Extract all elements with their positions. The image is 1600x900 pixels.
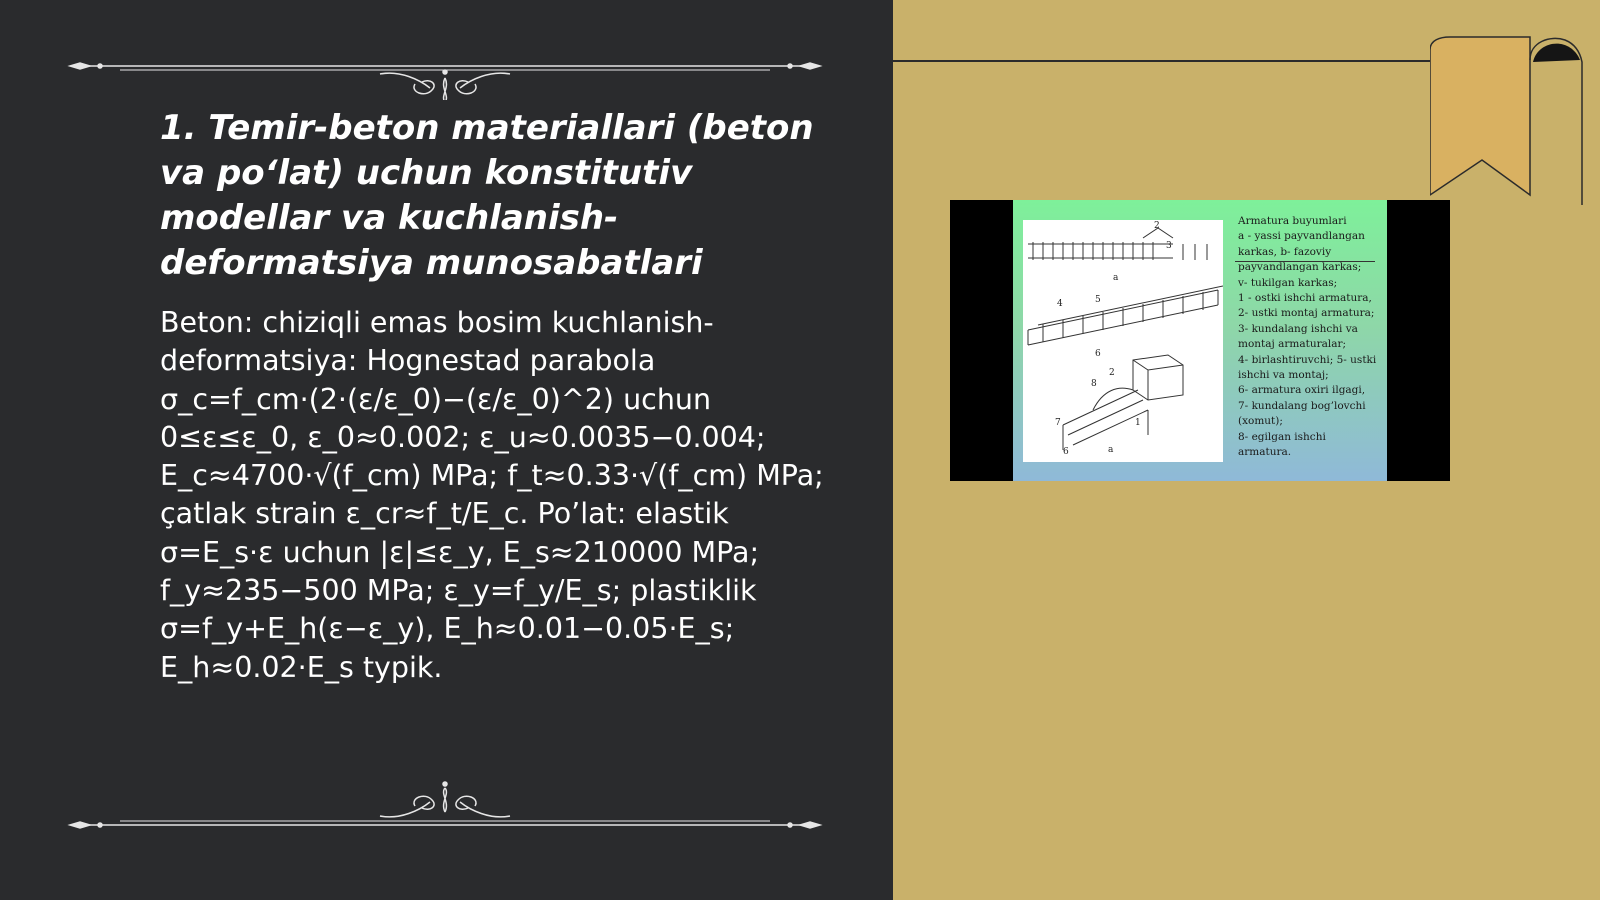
figure-label-5: 5 — [1095, 295, 1101, 305]
reinforcement-cage-drawing-icon — [1023, 220, 1223, 462]
figure-caption — [1238, 214, 1383, 461]
caption-line: ishchi va montaj; — [1238, 369, 1329, 382]
figure-label-a2: a — [1108, 445, 1114, 455]
caption-line: Armatura buyumlari — [1238, 215, 1347, 227]
caption-line: a - yassi payvandlangan — [1238, 230, 1365, 243]
caption-line: 6- armatura oxiri ilgagi, — [1238, 384, 1366, 397]
divider-line — [893, 60, 1438, 62]
caption-line: montaj armaturalar; — [1238, 338, 1347, 351]
caption-line: 1 - ostki ishchi armatura, — [1238, 292, 1372, 305]
figure-label-4: 4 — [1057, 299, 1063, 309]
figure-label-3: 3 — [1166, 241, 1172, 251]
bottom-ornament-icon — [60, 770, 830, 830]
figure-label-8: 8 — [1091, 379, 1097, 389]
caption-line: 3- kundalang ishchi va — [1238, 322, 1358, 335]
figure-label-2: 2 — [1154, 221, 1160, 231]
caption-line: payvandlangan karkas; — [1238, 261, 1362, 274]
figure-label-a: a — [1113, 273, 1119, 283]
caption-line: 4- birlashtiruvchi; 5- ustki — [1238, 353, 1377, 366]
caption-line: 7- kundalang bog’lovchi — [1238, 399, 1366, 412]
caption-line: 8- egilgan ishchi — [1238, 430, 1326, 443]
armatura-figure — [950, 200, 1450, 481]
figure-image — [1013, 200, 1387, 481]
figure-drawing-panel — [1023, 220, 1223, 462]
slide-body-text: Beton: chiziqli emas bosim kuchlanish-deformatsiya: Hognestad parabola σ_c=f_cm·(2·(ε/ε_0)−(ε/ε_0)^2) uchun 0≤ε≤ε_0, ε_0≈0.002; ε_u≈0.0035−0.004; E_c≈4700·√(f_cm) MPa; f_t≈0.33·√(f_cm) MPa; çatlak strain ε_cr≈f_t/E_c. Po’lat: elastik σ=E_s·ε uchun |ε|≤ε_y, E_s≈210000 MPa; f_y≈235−500 MPa; ε_y=f_y/E_s; plastiklik σ=f_y+E_h(ε−ε_y), E_h≈0.01−0.05·E_s; E_h≈0.02·E_s typik. — [160, 306, 824, 684]
caption-line: v- tukilgan karkas; — [1238, 276, 1338, 289]
caption-line: armatura. — [1238, 446, 1292, 459]
figure-label-2b: 2 — [1109, 368, 1115, 378]
figure-label-6: 6 — [1095, 349, 1101, 359]
bookmark-ribbon-icon — [1430, 30, 1600, 205]
slide-title: 1. Temir-beton materiallari (beton va po‘lat) uchun konstitutiv modellar va kuchlanish-deformatsiya munosabatlari — [160, 108, 814, 283]
figure-label-1: 1 — [1135, 418, 1141, 428]
caption-line: 2- ustki montaj armatura; — [1238, 307, 1375, 320]
caption-line: karkas, b- fazoviy — [1238, 245, 1332, 258]
top-ornament-icon — [60, 40, 830, 100]
figure-label-7: 7 — [1055, 418, 1061, 428]
caption-line: (xomut); — [1238, 415, 1283, 428]
figure-label-6b: 6 — [1063, 447, 1069, 457]
